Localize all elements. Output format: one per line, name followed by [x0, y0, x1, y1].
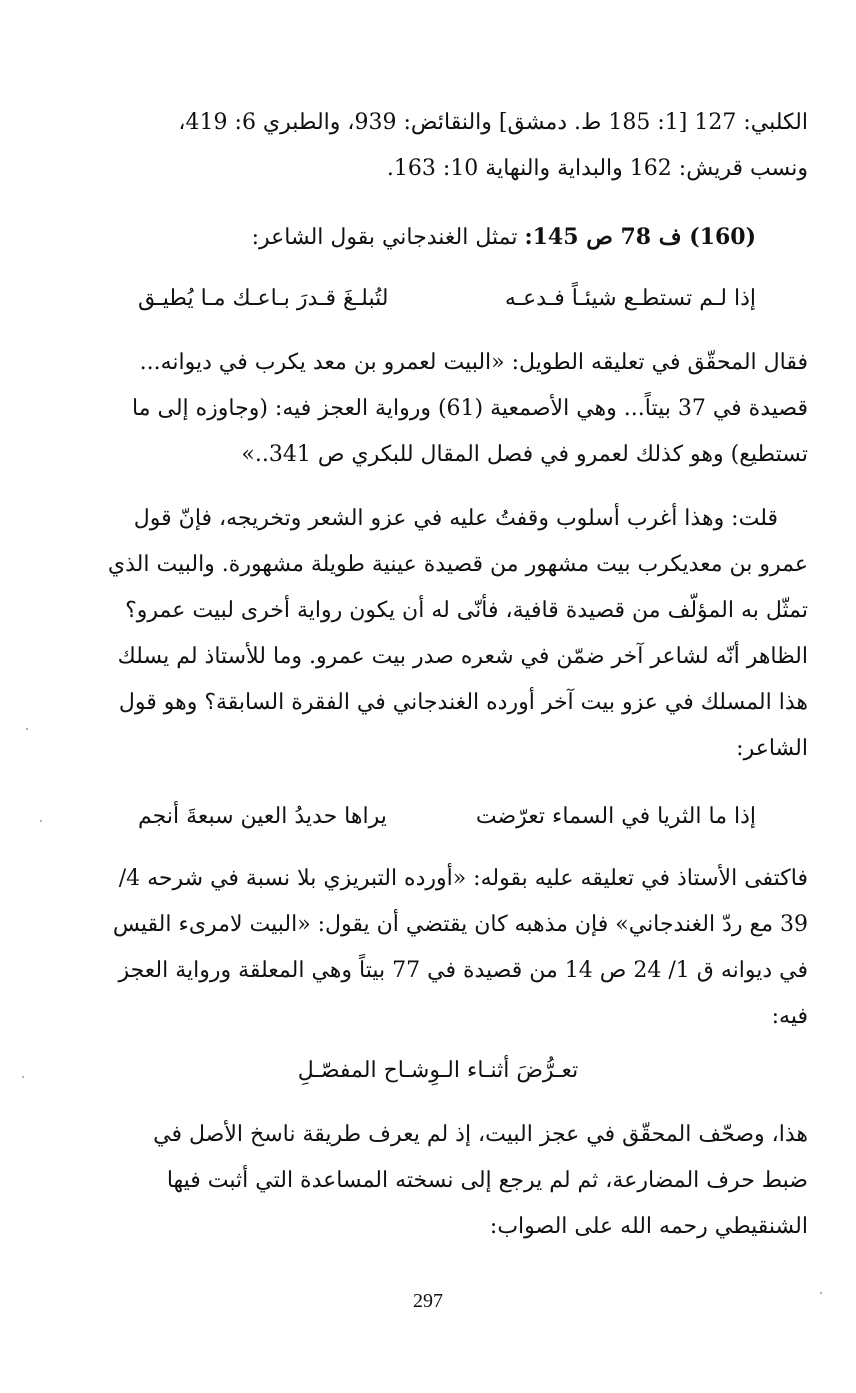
paragraph-line: في ديوانه ق 1/ 24 ص 14 من قصيدة في 77 بيتاً وهي المعلقة ورواية العجز — [118, 958, 808, 983]
paragraph-line: عمرو بن معديكرب بيت مشهور من قصيدة عينية طويلة مشهورة. والبيت الذي — [107, 552, 808, 577]
entry-heading-text: تمثل الغندجاني بقول الشاعر: — [251, 225, 525, 250]
paragraph-line: 39 مع ردّ الغندجاني» فإن مذهبه كان يقتضي أن يقول: «البيت لامرىء القيس — [112, 912, 808, 937]
footnote-continuation — [68, 100, 808, 192]
paragraph-line: الظاهر أنّه لشاعر آخر ضمّن في شعره صدر بيت عمرو. وما للأستاذ لم يسلك — [117, 644, 808, 669]
paragraph-author-critique — [68, 496, 808, 772]
paragraph-line: فاكتفى الأستاذ في تعليقه عليه بقوله: «أورده التبريزي بلا نسبة في شرحه 4/ — [118, 866, 808, 891]
page-number: 297 — [413, 1290, 443, 1312]
entry-heading — [68, 214, 756, 260]
paragraph-line: الشاعر: — [736, 736, 808, 761]
paragraph-line: هذا، وصحّف المحقّق في عجز البيت، إذ لم يعرف طريقة ناسخ الأصل في — [153, 1122, 808, 1147]
paragraph-line: هذا المسلك في عزو بيت آخر أورده الغندجاني في الفقرة السابقة؟ وهو قول — [118, 690, 808, 715]
scan-speck — [22, 1076, 24, 1078]
entry-heading-line — [68, 214, 756, 260]
paragraph-line: فقال المحقّق في تعليقه الطويل: «البيت لعمرو بن معد يكرب في ديوانه... — [139, 350, 808, 375]
paragraph-editor-comment — [68, 340, 808, 478]
entry-number: (160) ف 78 ص 145: — [524, 224, 756, 250]
paragraph-line: قصيدة في 37 بيتاً... وهي الأصمعية (61) ورواية العجز فيه: (وجاوزه إلى ما — [132, 396, 808, 421]
verse-2-second-hemistich: يراها حديدُ العين سبعةَ أنجم — [138, 804, 387, 829]
scan-speck — [26, 728, 28, 730]
scan-speck — [820, 1292, 822, 1294]
paragraph-line: تمثّل به المؤلّف من قصيدة قافية، فأنّى له أن يكون رواية أخرى لبيت عمرو؟ — [125, 598, 808, 623]
paragraph-misreading-note — [68, 1112, 808, 1250]
footnote-line: ونسب قريش: 162 والبداية والنهاية 10: 163. — [386, 156, 808, 181]
paragraph-line: ضبط حرف المضارعة، ثم لم يرجع إلى نسخته المساعدة التي أثبت فيها — [166, 1168, 808, 1193]
scan-speck — [40, 820, 42, 822]
verse-2-first-hemistich: إذا ما الثريا في السماء تعرّضت — [475, 804, 756, 829]
footnote-line: الكلبي: 127 [1: 185 ط. دمشق] والنقائض: 939، والطبري 6: 419، — [178, 110, 808, 135]
verse-1-first-hemistich: إذا لـم تستطـع شيئـاً فـدعـه — [504, 286, 756, 311]
verse-1-second-hemistich: لتُبلـغَ قـدرَ بـاعـك مـا يُطيـق — [138, 286, 389, 311]
paragraph-line: تستطيع) وهو كذلك لعمرو في فصل المقال للبكري ص 341..» — [241, 442, 808, 467]
verse-3-hemistich: تعـرُّضَ أثنـاء الـوِشـاح المفصّـلِ — [297, 1058, 579, 1083]
paragraph-line: قلت: وهذا أغرب أسلوب وقفتُ عليه في عزو الشعر وتخريجه، فإنّ قول — [133, 506, 778, 531]
paragraph-tabrizi-comment — [68, 856, 808, 1040]
paragraph-line: فيه: — [771, 1004, 808, 1029]
paragraph-line: الشنقيطي رحمه الله على الصواب: — [489, 1214, 808, 1239]
